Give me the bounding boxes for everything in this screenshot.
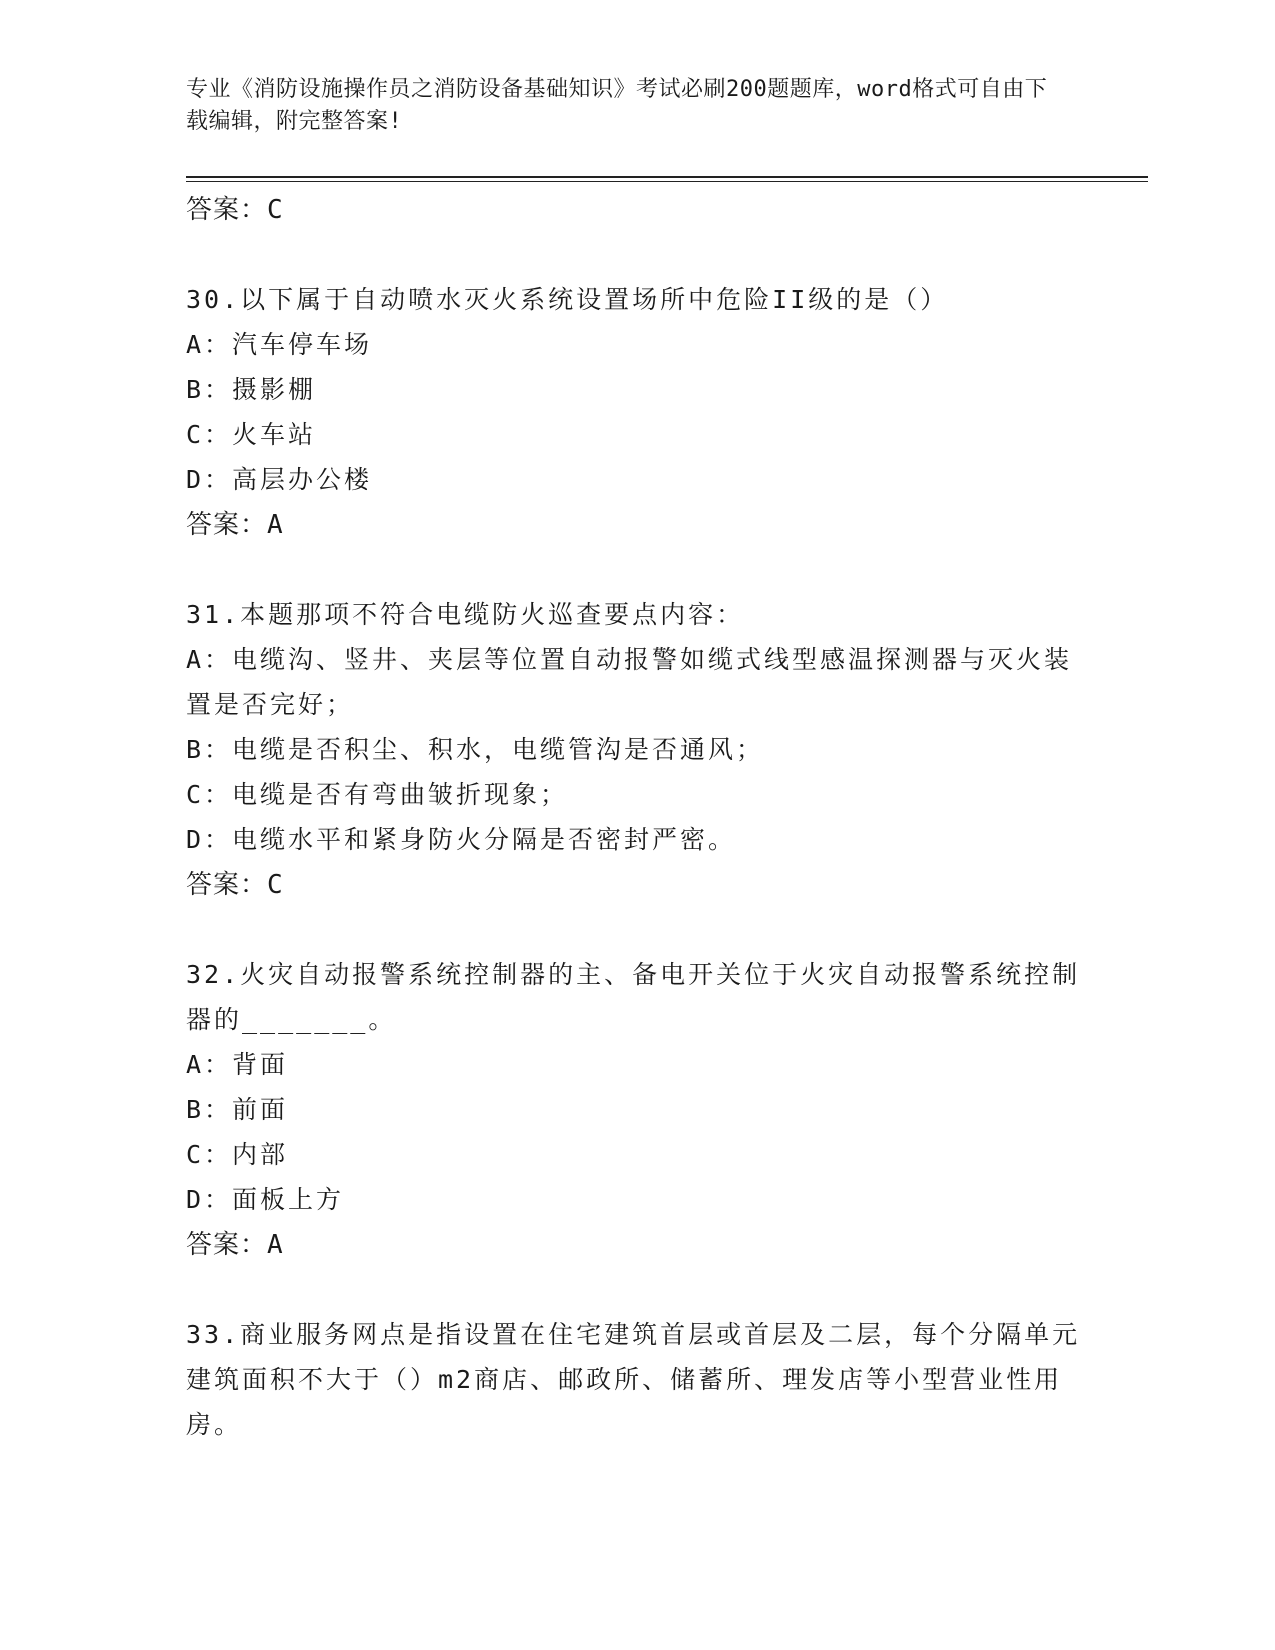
- answer-value: C: [267, 195, 284, 225]
- option-a: A：电缆沟、竖井、夹层等位置自动报警如缆式线型感温探测器与灭火装置是否完好；: [186, 645, 1073, 719]
- question-text: 33.商业服务网点是指设置在住宅建筑首层或首层及二层，每个分隔单元建筑面积不大于（）m2商店、邮政所、储蓄所、理发店等小型营业性用房。: [186, 1320, 1081, 1439]
- question-block-31: [186, 592, 1086, 908]
- question-block-30: [186, 277, 1086, 548]
- option-a: A：背面: [186, 1050, 289, 1079]
- page-header: 专业《消防设施操作员之消防设备基础知识》考试必刷200题题库，word格式可自由下载编辑，附完整答案!: [186, 77, 1048, 134]
- option-d: D：电缆水平和紧身防火分隔是否密封严密。: [186, 825, 737, 854]
- option-d: D：面板上方: [186, 1185, 345, 1214]
- answer-line: [186, 187, 1086, 233]
- answer-value: C: [267, 870, 284, 900]
- answer-label: 答案：: [186, 510, 268, 540]
- option-a: A：汽车停车场: [186, 330, 373, 359]
- option-b: B：摄影棚: [186, 375, 317, 404]
- option-d: D：高层办公楼: [186, 465, 373, 494]
- question-list: [186, 187, 1086, 1447]
- answer-line: [186, 862, 1086, 908]
- question-text: 32.火灾自动报警系统控制器的主、备电开关位于火灾自动报警系统控制器的_______。: [186, 960, 1081, 1034]
- option-c: C：火车站: [186, 420, 317, 449]
- option-b: B：前面: [186, 1095, 289, 1124]
- answer-value: A: [267, 510, 284, 540]
- answer-line: [186, 1222, 1086, 1268]
- option-c: C：内部: [186, 1140, 289, 1169]
- option-c: C：电缆是否有弯曲皱折现象；: [186, 780, 569, 809]
- answer-label: 答案：: [186, 870, 268, 900]
- answer-value: A: [267, 1230, 284, 1260]
- option-b: B：电缆是否积尘、积水，电缆管沟是否通风；: [186, 735, 765, 764]
- question-text: 30.以下属于自动喷水灭火系统设置场所中危险II级的是（）: [186, 285, 949, 314]
- header-divider: [186, 176, 1148, 182]
- question-text: 31.本题那项不符合电缆防火巡查要点内容：: [186, 600, 745, 629]
- answer-label: 答案：: [186, 1230, 268, 1260]
- question-block-32: [186, 952, 1086, 1268]
- answer-label: 答案：: [186, 195, 268, 225]
- question-block-33: [186, 1312, 1086, 1447]
- answer-line: [186, 502, 1086, 548]
